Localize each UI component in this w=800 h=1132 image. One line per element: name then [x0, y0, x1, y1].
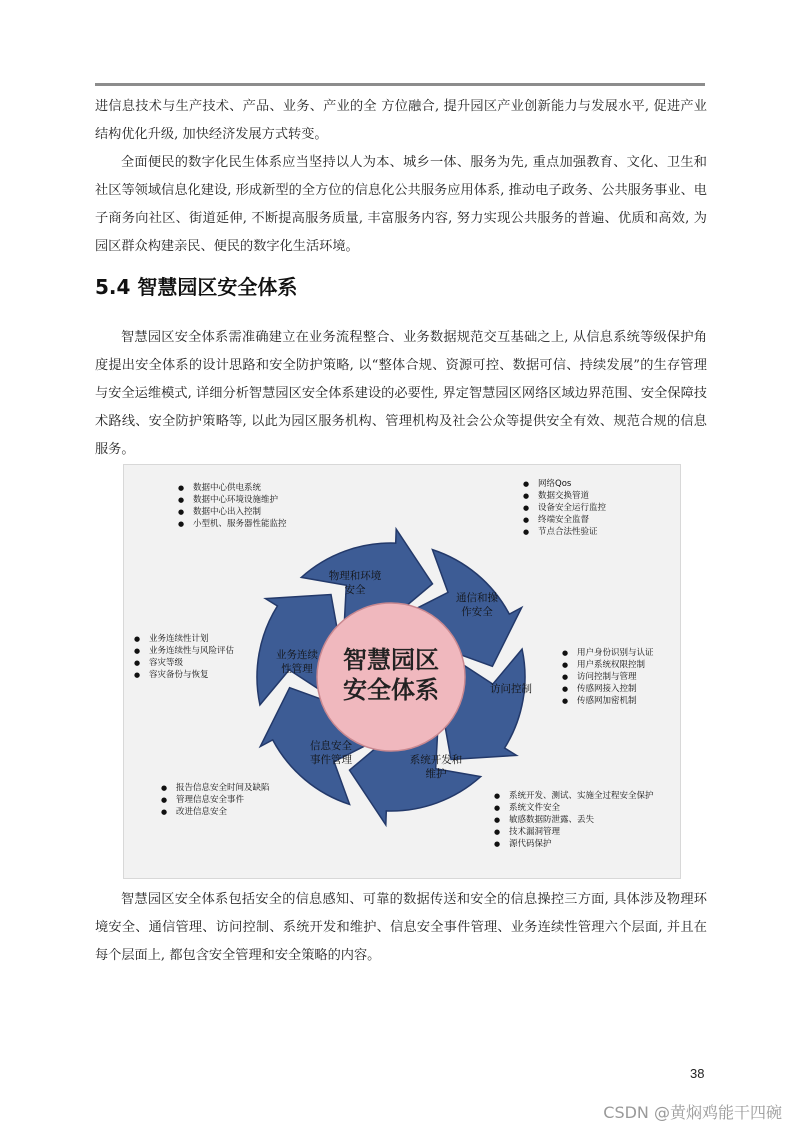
access-control-list: [560, 647, 678, 707]
list-item: ● 敏感数据防泄露、丢失: [492, 814, 657, 826]
list-item: ● 源代码保护: [492, 838, 657, 850]
list-item: ● 业务连续性与风险评估: [132, 645, 250, 657]
list-item: ● 访问控制与管理: [560, 671, 678, 683]
segment-label-continuity: 业务连续 性管理: [276, 649, 318, 675]
segment-label-development: 系统开发和 维护: [409, 754, 463, 780]
list-item: ● 设备安全运行监控: [521, 502, 671, 514]
list-item: ● 传感网接入控制: [560, 683, 678, 695]
security-system-figure: [123, 464, 681, 879]
list-item: ● 终端安全监督: [521, 514, 671, 526]
physical-security-list: [176, 482, 346, 530]
list-item: ● 改进信息安全: [159, 806, 319, 818]
center-label-line1: 智慧园区: [343, 646, 439, 674]
list-item: ● 传感网加密机制: [560, 695, 678, 707]
list-item: ● 容灾等级: [132, 657, 250, 669]
page-number: 38: [690, 1066, 705, 1081]
paragraph-security-summary: 智慧园区安全体系包括安全的信息感知、可靠的数据传送和安全的信息操控三方面, 具体涉及物理环境安全、通信管理、访问控制、系统开发和维护、信息安全事件管理、业务连续性管理六个层面, 并且在每个层面上, 都包含安全管理和安全策略的内容。: [95, 892, 707, 963]
list-item: ● 小型机、服务器性能监控: [176, 518, 346, 530]
paragraph-security-intro: 智慧园区安全体系需准确建立在业务流程整合、业务数据规范交互基础之上, 从信息系统等级保护角度提出安全体系的设计思路和安全防护策略, 以“整体合规、资源可控、数据可信、持续发展”的生存管理与安全运维模式, 详细分析智慧园区安全体系建设的必要性, 界定智慧园区网络区域边界范围、安全保障技术路线、安全防护策略等, 以此为园区服务机构、管理机构及社会公众等提供安全有效、规范合规的信息服务。: [95, 330, 707, 457]
list-item: ● 容灾备份与恢复: [132, 669, 250, 681]
list-item: ● 系统开发、测试、实施全过程安全保护: [492, 790, 657, 802]
list-item: ● 技术漏洞管理: [492, 826, 657, 838]
list-item: ● 数据交换管道: [521, 490, 671, 502]
segment-label-physical: 物理和环境 安全: [328, 570, 382, 596]
list-item: ● 节点合法性验证: [521, 526, 671, 538]
list-item: ● 报告信息安全时间及缺陷: [159, 782, 319, 794]
section-number: 5.4: [95, 275, 131, 299]
header-rule: [95, 83, 705, 86]
paragraph-intro-continued: 进信息技术与生产技术、产品、业务、产业的全 方位融合, 提升园区产业创新能力与发展水平, 促进产业结构优化升级, 加快经济发展方式转变。: [95, 99, 707, 142]
center-label-line2: 安全体系: [343, 676, 439, 704]
list-item: ● 系统文件安全: [492, 802, 657, 814]
section-title: 智慧园区安全体系: [137, 275, 298, 299]
network-security-list: [521, 478, 671, 538]
development-list: [492, 790, 657, 850]
list-item: ● 业务连续性计划: [132, 633, 250, 645]
paragraph-public-service: 全面便民的数字化民生体系应当坚持以人为本、城乡一体、服务为先, 重点加强教育、文化、卫生和社区等领域信息化建设, 形成新型的全方位的信息化公共服务应用体系, 推动电子政务、公共服务事业、电子商务向社区、街道延伸, 不断提高服务质量, 丰富服务内容, 努力实现公共服务的普遍、优质和高效, 为园区群众构建亲民、便民的数字化生活环境。: [95, 155, 707, 254]
segment-label-access: 访问控制: [490, 683, 532, 695]
list-item: ● 用户身份识别与认证: [560, 647, 678, 659]
list-item: ● 数据中心环境设施维护: [176, 494, 346, 506]
list-item: ● 管理信息安全事件: [159, 794, 319, 806]
continuity-list: [132, 633, 250, 681]
list-item: ● 用户系统权限控制: [560, 659, 678, 671]
list-item: ● 数据中心出入控制: [176, 506, 346, 518]
csdn-watermark: CSDN @黄焖鸡能干四碗: [603, 1103, 782, 1122]
center-label: [321, 645, 461, 705]
segment-label-incident: 信息安全 事件管理: [310, 740, 352, 766]
list-item: ● 网络Qos: [521, 478, 671, 490]
list-item: ● 数据中心供电系统: [176, 482, 346, 494]
section-heading: [95, 271, 297, 300]
segment-label-network: 通信和操 作安全: [456, 592, 498, 618]
incident-management-list: [159, 782, 319, 818]
